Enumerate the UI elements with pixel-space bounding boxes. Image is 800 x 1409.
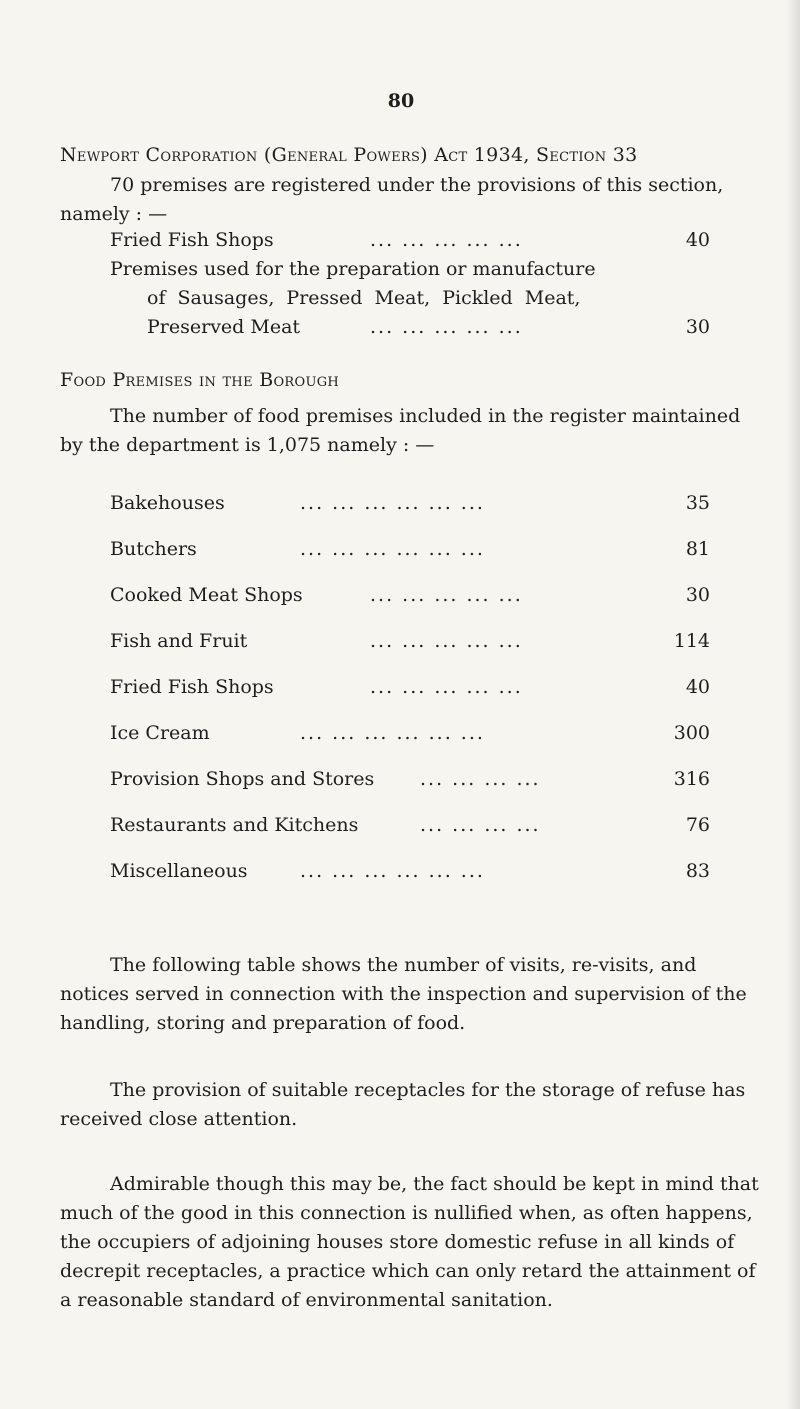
list-item-value: 83 (685, 860, 710, 882)
leader-dots: ... ... ... ... ... (370, 316, 523, 338)
leader-dots: ... ... ... ... ... (370, 676, 523, 698)
list-item-label: Miscellaneous (110, 860, 248, 882)
list-item-value: 40 (685, 676, 710, 698)
list-item-label: Butchers (110, 538, 197, 560)
paragraph-admirable: Admirable though this may be, the fact should be kept in mind that much of the good in this connection is nullified when, as often happens, the occupiers of adjoining houses store domestic refuse in all kinds of decrepit receptacles, a practice which can only retard the attainment of a reasonable standard of environmental sanitation. (60, 1173, 759, 1311)
food-intro-paragraph: The number of food premises included in the register maintained by the department is 1,075 namely : — (60, 405, 741, 456)
leader-dots: ... ... ... ... ... (370, 630, 523, 652)
leader-dots: ... ... ... ... ... ... (300, 492, 485, 514)
leader-dots: ... ... ... ... ... ... (300, 538, 485, 560)
page-edge-shadow (786, 0, 800, 1409)
leader-dots: ... ... ... ... ... ... (300, 860, 485, 882)
leader-dots: ... ... ... ... ... (370, 229, 523, 251)
page-number: 80 (387, 90, 415, 112)
list-item-value: 30 (685, 584, 710, 606)
list-item-label: Ice Cream (110, 722, 210, 744)
list-item-value: 81 (685, 538, 710, 560)
list-item-value: 30 (685, 316, 710, 338)
list-item-label: Restaurants and Kitchens (110, 814, 359, 836)
list-item-value: 300 (673, 722, 710, 744)
section-heading-newport: Newport Corporation (General Powers) Act 1934, Section 33 (60, 144, 638, 166)
list-item-value: 114 (673, 630, 710, 652)
list-item-label: Cooked Meat Shops (110, 584, 303, 606)
leader-dots: ... ... ... ... (420, 768, 541, 790)
list-item-label: Fried Fish Shops (110, 676, 274, 698)
list-item-label: Fried Fish Shops (110, 229, 274, 251)
list-item-value: 40 (685, 229, 710, 251)
list-item-label-cont: of Sausages, Pressed Meat, Pickled Meat, (147, 287, 581, 309)
leader-dots: ... ... ... ... ... (370, 584, 523, 606)
list-item-value: 35 (685, 492, 710, 514)
list-item-label: Bakehouses (110, 492, 225, 514)
list-item-label: Provision Shops and Stores (110, 768, 375, 790)
paragraph-table-note: The following table shows the number of visits, re-visits, and notices served in connection with the inspection and supervision of the handling, storing and preparation of food. (60, 954, 747, 1034)
list-item-value: 316 (673, 768, 710, 790)
list-item-label: Premises used for the preparation or manufacture (110, 258, 596, 280)
paragraph-refuse: The provision of suitable receptacles for the storage of refuse has received close attention. (60, 1079, 746, 1130)
section-heading-food: Food Premises in the Borough (60, 369, 340, 391)
leader-dots: ... ... ... ... (420, 814, 541, 836)
list-item-value: 76 (685, 814, 710, 836)
leader-dots: ... ... ... ... ... ... (300, 722, 485, 744)
newport-intro-paragraph: 70 premises are registered under the provisions of this section, namely : — (60, 174, 724, 225)
list-item-label-cont: Preserved Meat (147, 316, 301, 338)
list-item-label: Fish and Fruit (110, 630, 248, 652)
